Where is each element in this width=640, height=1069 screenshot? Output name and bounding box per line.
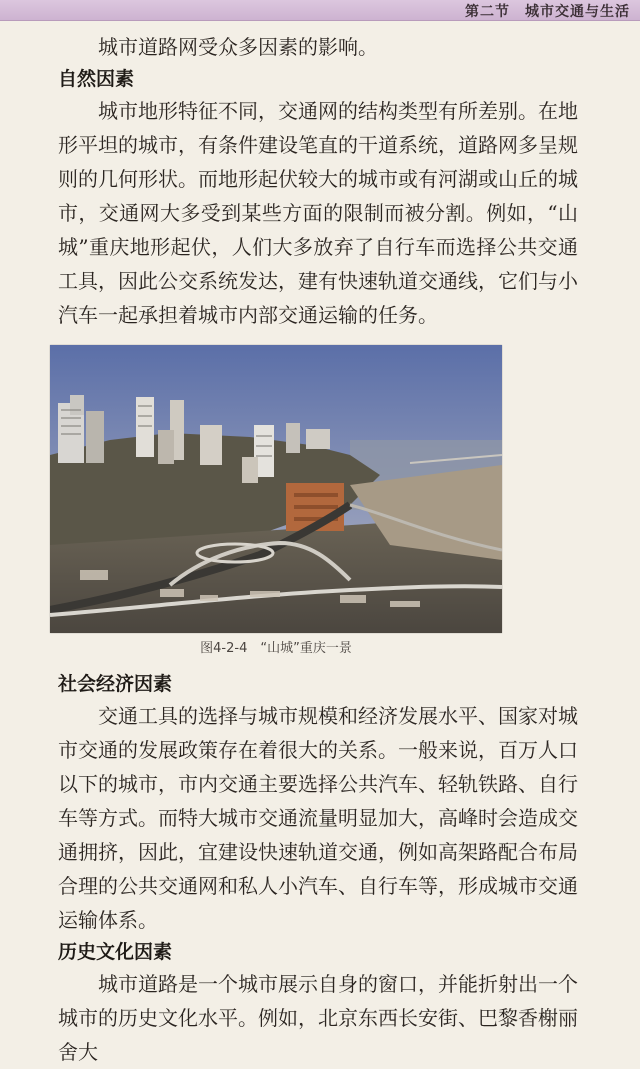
natural-factors-paragraph: 城市地形特征不同，交通网的结构类型有所差别。在地形平坦的城市，有条件建设笔直的干道系统，道路网多呈规则的几何形状。而地形起伏较大的城市或有河湖或山丘的城市，交通网大多受到某些方面的限制而被分割。例如，“山城”重庆地形起伏，人们大多放弃了自行车而选择公共交通工具，因此公交系统发达，建有快速轨道交通线，它们与小汽车一起承担着城市内部交通运输的任务。	[58, 99, 578, 327]
intro-paragraph: 城市道路网受众多因素的影响。	[98, 35, 378, 59]
history-culture-paragraph: 城市道路是一个城市展示自身的窗口，并能折射出一个城市的历史文化水平。例如，北京东西长安街、巴黎香榭丽舍大	[58, 972, 578, 1064]
heading-history-culture-factors: 历史文化因素	[58, 941, 173, 963]
section-header: 第二节 城市交通与生活	[465, 4, 630, 20]
figure-caption: 图4-2-4 “山城”重庆一景	[200, 641, 352, 656]
city-photo-illustration	[50, 345, 502, 633]
page-header-band	[0, 0, 640, 21]
heading-natural-factors: 自然因素	[58, 68, 135, 90]
social-economic-paragraph: 交通工具的选择与城市规模和经济发展水平、国家对城市交通的发展政策存在着很大的关系。一般来说，百万人口以下的城市，市内交通主要选择公共汽车、轻轨铁路、自行车等方式。而特大城市交通流量明显加大，高峰时会造成交通拥挤，因此，宜建设快速轨道交通，例如高架路配合布局合理的公共交通网和私人小汽车、自行车等，形成城市交通运输体系。	[58, 704, 578, 932]
chongqing-city-photo	[50, 345, 502, 633]
page-body	[58, 30, 578, 1069]
heading-social-economic-factors: 社会经济因素	[58, 673, 173, 695]
